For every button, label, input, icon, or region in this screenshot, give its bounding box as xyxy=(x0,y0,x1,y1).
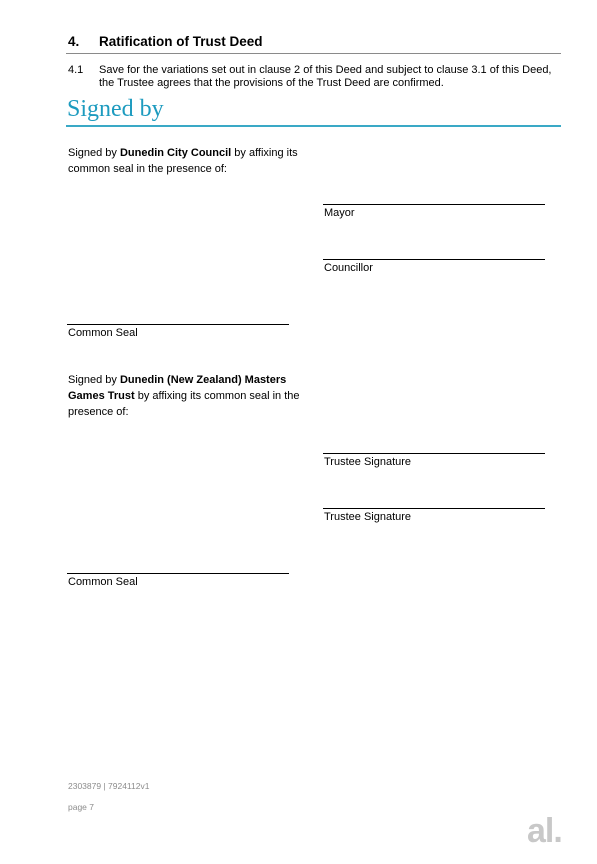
trustee-signature-label-1: Trustee Signature xyxy=(324,456,412,468)
page-number: page 7 xyxy=(68,802,94,812)
firm-logo: al. xyxy=(527,812,562,850)
trustee-signature-label-2: Trustee Signature xyxy=(324,511,412,523)
signed-by-heading: Signed by xyxy=(67,96,164,122)
council-party-name: Dunedin City Council xyxy=(119,147,232,159)
trust-seal-line[interactable] xyxy=(67,573,289,574)
document-reference: 2303879 | 7924112v1 xyxy=(68,781,150,791)
trust-seal-label: Common Seal xyxy=(68,576,138,588)
trustee-signature-line-1[interactable] xyxy=(323,453,545,454)
trustee-signature-line-2[interactable] xyxy=(323,508,545,509)
clause-number: 4.1 xyxy=(68,64,84,76)
mayor-signature-line[interactable] xyxy=(323,204,545,205)
council-suffix: by affixing its common seal in the presence of: xyxy=(68,147,298,175)
trust-suffix: by affixing its common seal in the presence of: xyxy=(68,390,300,418)
council-seal-label: Common Seal xyxy=(68,327,138,339)
trust-execution-text xyxy=(68,372,300,420)
signed-by-divider xyxy=(66,125,561,127)
section-title: Ratification of Trust Deed xyxy=(99,34,263,49)
trust-prefix: Signed by xyxy=(68,374,120,386)
council-execution-text xyxy=(68,145,300,177)
mayor-label: Mayor xyxy=(324,207,355,219)
section-number: 4. xyxy=(68,34,80,49)
council-seal-line[interactable] xyxy=(67,324,289,325)
section-divider xyxy=(66,53,561,54)
councillor-signature-line[interactable] xyxy=(323,259,545,260)
trust-party-name: Dunedin (New Zealand) Masters Games Trust xyxy=(68,374,287,402)
councillor-label: Councillor xyxy=(324,262,373,274)
council-prefix: Signed by xyxy=(68,147,120,159)
clause-text: Save for the variations set out in clause 2 of this Deed and subject to clause 3.1 of this Deed, the Trustee agrees that the provisions of the Trust Deed are confirmed. xyxy=(99,64,552,89)
